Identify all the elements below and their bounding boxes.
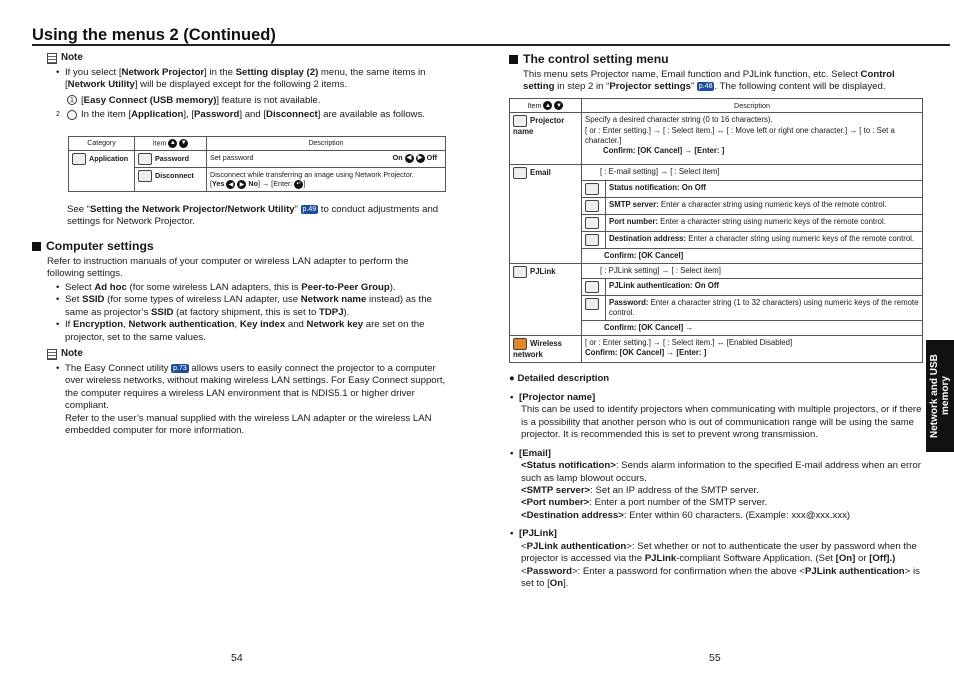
wireless-icon: [513, 338, 527, 350]
control-intro: This menu sets Projector name, Email function and PJLink function, etc. Select Control setting in step 2 in “Projector settings” p.48 . The following content will be displayed.: [523, 68, 895, 93]
pjlink-password: Password: Enter a character string (1 to 32 characters) using numeric keys of the remote control.: [606, 295, 923, 320]
page-number-left: 54: [231, 652, 243, 664]
smtp-icon: [585, 200, 599, 212]
number-badge: 2: [67, 110, 77, 120]
col-description: Description: [582, 98, 923, 113]
auth-icon: [585, 281, 599, 293]
desc-wireless-network: [ or : Enter setting.] → [ : Select item.] ↔ [Enabled Disabled] Confirm: [OK Cancel] → [Enter: ]: [582, 336, 923, 363]
application-table: [68, 136, 446, 192]
detail-pjlink-title: • [PJLink]: [509, 528, 923, 540]
email-smtp: SMTP server: Enter a character string using numeric keys of the remote control.: [606, 197, 923, 214]
email-destination: Destination address: Enter a character string using numeric keys of the remote control.: [606, 231, 923, 248]
item-pjlink: PJLink: [510, 263, 582, 336]
item-email: Email: [510, 165, 582, 263]
computer-bullet-3: • If Encryption, Network authentication, Key index and Network key are set on the projector, set to the same values.: [55, 319, 447, 344]
see-reference: See “Setting the Network Projector/Network Utility” p.49 to conduct adjustments and settings for Network Projector.: [67, 204, 439, 228]
password-icon-cell: [582, 295, 606, 320]
left-column: [47, 52, 447, 438]
detail-pjlink-text: <PJLink authentication>: Set whether or not to authenticate the user by password when the projector is accessed via the PJLink-compliant Software Application. (Set [On] or [Off].) <Password>: Enter a password for confirmation when the above <PJLink authentication> is set to [On].: [521, 540, 920, 590]
right-icon: ▶: [237, 180, 246, 189]
status-icon: [585, 183, 599, 195]
status-icon-cell: [582, 180, 606, 197]
detailed-heading: ● Detailed description: [509, 373, 610, 385]
note-heading: Note: [47, 348, 447, 361]
note-item-2: 2 In the item [Application], [Password] and [Disconnect] are available as follows.: [56, 109, 425, 121]
page-title: Using the menus 2 (Continued): [32, 26, 276, 44]
note-icon: [47, 349, 57, 360]
note-item-1: 1 [Easy Connect (USB memory)] feature is not available.: [67, 95, 447, 107]
note-heading: Note: [47, 52, 447, 65]
item-disconnect: Disconnect: [135, 168, 207, 192]
dest-icon-cell: [582, 231, 606, 248]
note-icon: [47, 53, 57, 64]
auth-icon-cell: [582, 278, 606, 295]
email-confirm: Confirm: [OK Cancel]: [582, 248, 923, 263]
desc-disconnect: Disconnect while transferring an image using Network Projector. [Yes ◀ ▶ No] → [Enter: ↵ ]: [207, 168, 446, 192]
right-icon: ▶: [416, 154, 425, 163]
desc-password: Set password On ◀ ▶ Off: [207, 151, 446, 168]
password-icon: [585, 298, 599, 310]
page-ref-link[interactable]: p.73: [173, 364, 187, 372]
down-icon: ▼: [180, 140, 187, 147]
down-icon: ▼: [556, 102, 562, 109]
computer-intro: Refer to instruction manuals of your computer or wireless LAN adapter to perform the following settings.: [47, 255, 409, 280]
port-icon-cell: [582, 214, 606, 231]
up-icon: ▲: [169, 140, 176, 147]
page-number-right: 55: [709, 652, 721, 664]
square-bullet-icon: [32, 242, 41, 251]
section-side-tab: Network and USB memory: [926, 340, 954, 452]
email-icon: [513, 167, 527, 179]
password-icon: [138, 153, 152, 165]
col-item: Item ▲ ▼: [135, 136, 207, 150]
col-item: Item ▲ ▼: [510, 98, 582, 113]
title-divider: [32, 44, 950, 46]
left-icon: ◀: [226, 180, 235, 189]
pjlink-icon: [513, 266, 527, 278]
left-icon: ◀: [405, 154, 414, 163]
control-setting-table: [509, 98, 923, 363]
note-easy-connect: • The Easy Connect utility p.73 allows users to easily connect the projector to a computer over wireless networks, without making wireless LAN settings. For Easy Connect support, the computer requires a wireless LAN environment that is NDIS5.1 or higher driver compliant. Refer to the user’s manual supplied with the wireless LAN adapter or the wireless LAN embedded computer for more information.: [55, 363, 447, 438]
detail-email-title: • [Email]: [509, 448, 923, 460]
port-icon: [585, 217, 599, 229]
right-column: [509, 52, 923, 591]
detail-email-text: <Status notification>: Sends alarm information to the specified E-mail address when an error such as lamp blowout occurs. <SMTP server>: Set an IP address of the SMTP server. <Port number>: Enter a port number of the SMTP server. <Destination address>: Enter within 60 characters. (Example: xxx@xxx.xxx): [521, 460, 921, 521]
application-icon: [72, 153, 86, 165]
control-setting-heading: The control setting menu: [509, 52, 923, 68]
category-application: Application: [69, 151, 135, 192]
page-ref-link[interactable]: p.49: [302, 205, 317, 213]
note-bullet: • If you select [Network Projector] in the Setting display (2) menu, the same items in [Network Utility] will be displayed except for the following 2 items.: [55, 67, 447, 92]
computer-bullet-1: • Select Ad hoc (for some wireless LAN adapters, this is Peer-to-Peer Group).: [55, 282, 447, 294]
item-password: Password: [135, 151, 207, 168]
enter-icon: ↵: [294, 180, 303, 189]
pjlink-confirm: Confirm: [OK Cancel] →: [582, 321, 923, 336]
destination-icon: [585, 234, 599, 246]
up-icon: ▲: [545, 102, 551, 109]
square-bullet-icon: [509, 55, 518, 64]
email-port: Port number: Enter a character string using numeric keys of the remote control.: [606, 214, 923, 231]
col-category: Category: [69, 136, 135, 150]
page-ref-link[interactable]: p.48: [698, 83, 713, 91]
detail-projector-name-title: • [Projector name]: [509, 392, 923, 404]
email-status: Status notification: On Off: [606, 180, 923, 197]
item-projector-name: Projector name: [510, 113, 582, 165]
disconnect-icon: [138, 170, 152, 182]
computer-bullet-2: • Set SSID (for some types of wireless LAN adapter, use Network name instead) as the same as projector’s SSID (at factory shipment, this is set to TDPJ).: [55, 294, 447, 319]
col-description: Description: [207, 136, 446, 150]
smtp-icon-cell: [582, 197, 606, 214]
number-badge: 1: [67, 95, 77, 105]
desc-pjlink: [ : PJLink setting] → [ : Select item]: [582, 263, 923, 278]
item-wireless-network: Wireless network: [510, 336, 582, 363]
desc-email: [ : E-mail setting] → [ : Select item]: [582, 165, 923, 180]
computer-settings-heading: Computer settings: [32, 239, 447, 255]
detail-projector-name-text: This can be used to identify projectors when communicating with multiple projectors, or if there is a possibility that another person who is out of communication range will be using the same projector. It is recommended this is set to prevent wrong transmission.: [521, 404, 922, 441]
pjlink-auth: PJLink authentication: On Off: [606, 278, 923, 295]
desc-projector-name: Specify a desired character string (0 to 16 characters). [ or : Enter setting.] → [ : Select item.] ↔ [ : Move left or right one character.] → [ to : Set a character.] Confirm: [OK Cancel] → [Enter: ]: [582, 113, 923, 165]
projector-icon: [513, 115, 527, 127]
